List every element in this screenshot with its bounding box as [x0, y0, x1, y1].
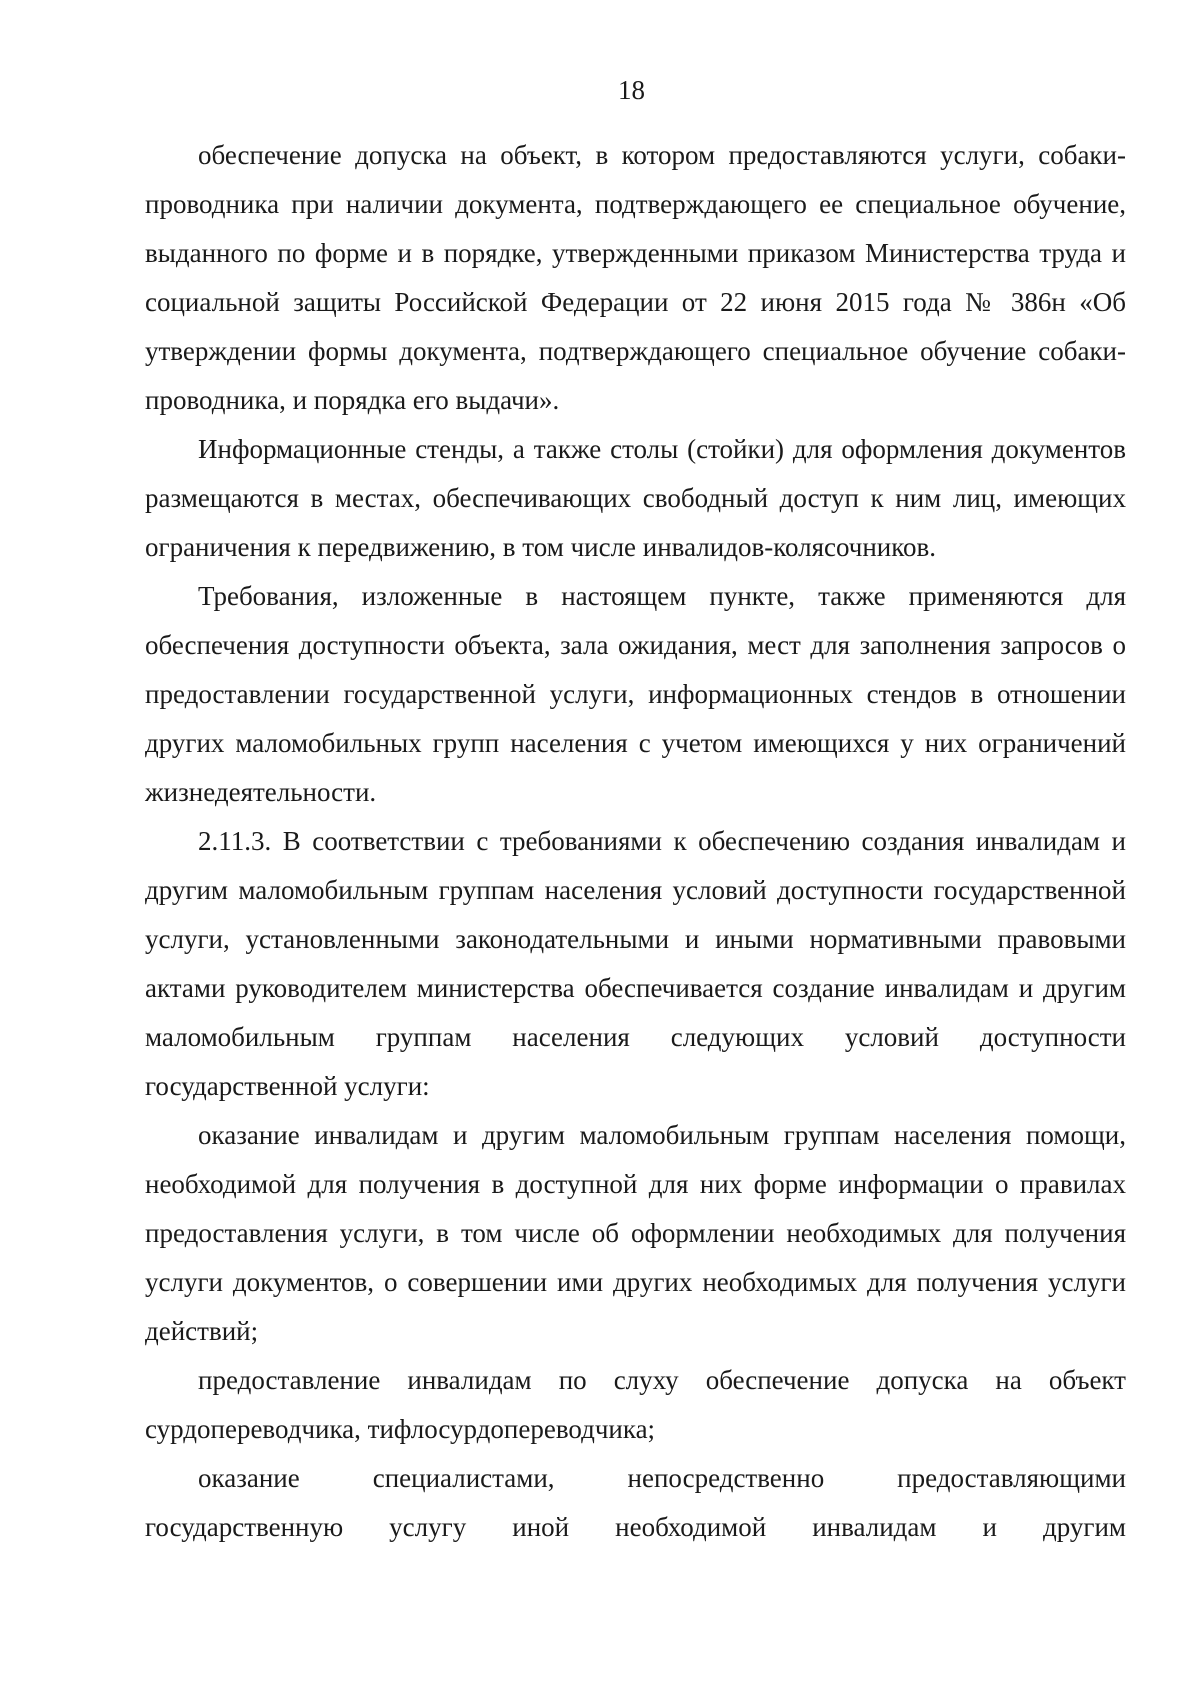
page-number: 18 — [618, 75, 645, 105]
paragraph-guide-dog-access: обеспечение допуска на объект, в котором предоставляются услуги, собаки-проводника при наличии документа, подтверждающего ее специальное обучение, выданного по форме и в порядке, утвержденными приказом Министерства труда и социальной защиты Российской Федерации от 22 июня 2015 года № 386н «Об утверждении формы документа, подтверждающего специальное обучение собаки-проводника, и порядка его выдачи». — [145, 140, 1126, 415]
document-body — [145, 131, 1126, 1552]
paragraph-requirements-application: Требования, изложенные в настоящем пункте, также применяются для обеспечения доступности объекта, зала ожидания, мест для заполнения запросов о предоставлении государственной услуги, информационных стендов в отношении других маломобильных групп населения с учетом имеющихся у них ограничений жизнедеятельности. — [145, 581, 1126, 807]
paragraph-specialist-help: оказание специалистами, непосредственно предоставляющими государственную услугу иной необходимой инвалидам и другим — [145, 1463, 1126, 1542]
paragraph-section-2-11-3: 2.11.3. В соответствии с требованиями к обеспечению создания инвалидам и другим маломобильным группам населения условий доступности государственной услуги, установленными законодательными и иными нормативными правовыми актами руководителем министерства обеспечивается создание инвалидам и другим маломобильным группам населения следующих условий доступности государственной услуги: — [145, 826, 1126, 1101]
paragraph-sign-language: предоставление инвалидам по слуху обеспечение допуска на объект сурдопереводчика, тифлосурдопереводчика; — [145, 1365, 1126, 1444]
paragraph-assistance: оказание инвалидам и другим маломобильным группам населения помощи, необходимой для получения в доступной для них форме информации о правилах предоставления услуги, в том числе об оформлении необходимых для получения услуги документов, о совершении ими других необходимых для получения услуги действий; — [145, 1120, 1126, 1346]
paragraph-information-stands: Информационные стенды, а также столы (стойки) для оформления документов размещаются в местах, обеспечивающих свободный доступ к ним лиц, имеющих ограничения к передвижению, в том числе инвалидов-колясочников. — [145, 434, 1126, 562]
